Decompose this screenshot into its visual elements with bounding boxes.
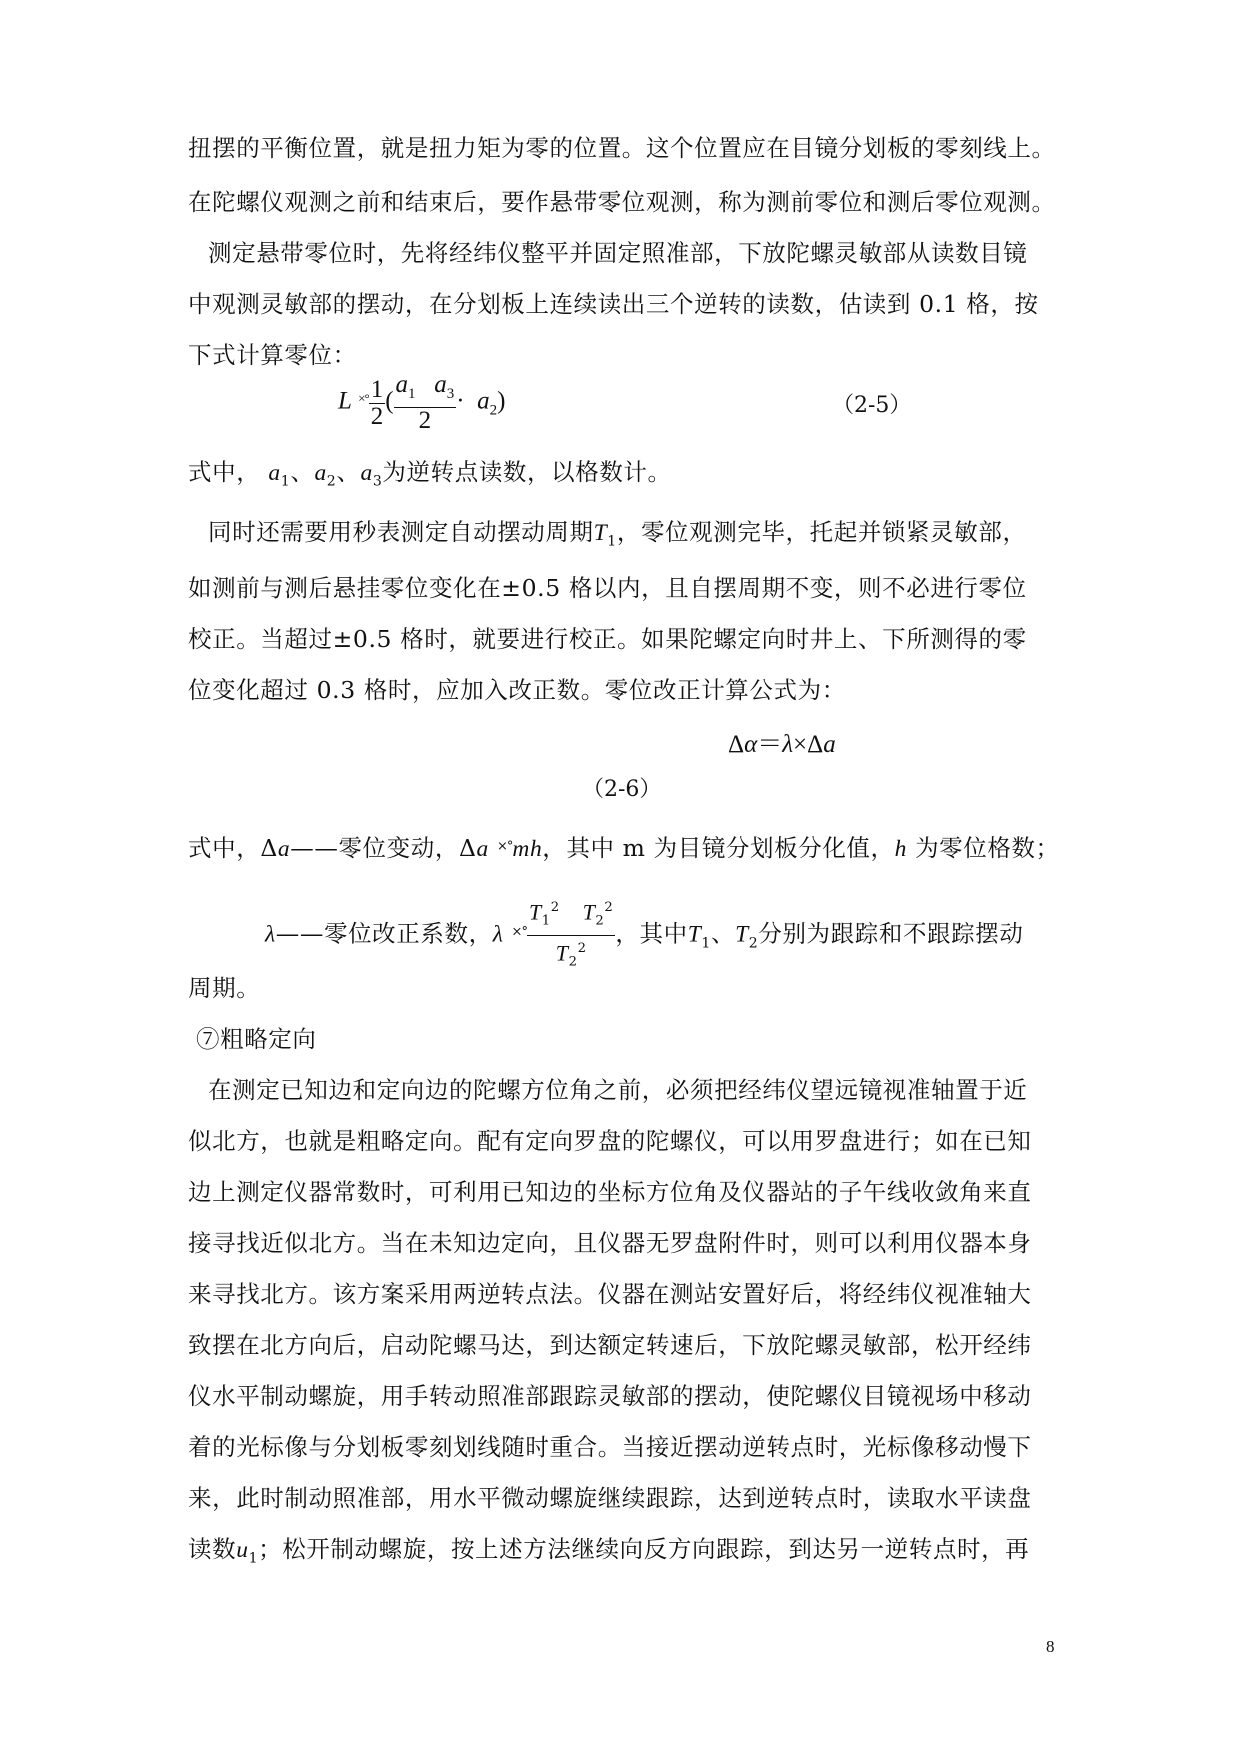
text-line: 来，此时制动照准部，用水平微动螺旋继续跟踪，达到逆转点时，读取水平读盘: [188, 1484, 1032, 1512]
section-heading: ⑦粗略定向: [196, 1025, 317, 1053]
text-line: 着的光标像与分划板零刻划线随时重合。当接近摆动逆转点时，光标像移动慢下: [188, 1433, 1032, 1461]
equation-zero-correction: Δα＝λ×Δa: [728, 731, 836, 758]
text-line: 中观测灵敏部的摆动，在分划板上连续读出三个逆转的读数，估读到 0.1 格，按: [188, 290, 1039, 318]
text-line: 边上测定仪器常数时，可利用已知边的坐标方位角及仪器站的子午线收敛角来直: [188, 1178, 1032, 1206]
text-line: λ——零位改正系数，λ ×° $\frac{T_1^2 T_2^2}{T_2^2}$ ，其中$T_1$、$T_2$分别为跟踪和不跟踪摆动: [265, 895, 1065, 975]
text-line: 来寻找北方。该方案采用两逆转点法。仪器在测站安置好后，将经纬仪视准轴大: [188, 1280, 1032, 1308]
equation-number: （2-5）: [832, 393, 912, 418]
text-line: 扭摆的平衡位置，就是扭力矩为零的位置。这个位置应在目镜分划板的零刻线上。: [188, 134, 1056, 162]
text-line: 下式计算零位：: [188, 341, 357, 369]
text-line: 式中， $a_1$、$a_2$、$a_3$为逆转点读数，以格数计。: [188, 458, 672, 490]
text-line: 似北方，也就是粗略定向。配有定向罗盘的陀螺仪，可以用罗盘进行；如在已知: [188, 1127, 1032, 1155]
text-line: 同时还需要用秒表测定自动摆动周期$T_1$，零位观测完毕，托起并锁紧灵敏部，: [208, 518, 1027, 550]
equation-zero-position: L ×° $\frac{1}{2}$ ( $\frac{a_1 a_3}{2}$ · $a_2$): [338, 371, 506, 434]
text-line: 测定悬带零位时，先将经纬仪整平并固定照准部，下放陀螺灵敏部从读数目镜: [208, 239, 1028, 267]
text-line: 仪水平制动螺旋，用手转动照准部跟踪灵敏部的摆动，使陀螺仪目镜视场中移动: [188, 1382, 1032, 1410]
text-line: 校正。当超过±0.5 格时，就要进行校正。如果陀螺定向时井上、下所测得的零: [188, 625, 1027, 653]
text-line: 读数$u_1$；松开制动螺旋，按上述方法继续向反方向跟踪，到达另一逆转点时，再: [188, 1535, 1030, 1567]
text-line: 致摆在北方向后，启动陀螺马达，到达额定转速后，下放陀螺灵敏部，松开经纬: [188, 1331, 1032, 1359]
text-line: 式中，Δa——零位变动，Δa ×°mh，其中 m 为目镜分划板分化值，h 为零位格数；: [188, 834, 1060, 862]
equation-number: （2-6）: [582, 777, 662, 802]
text-line: 在陀螺仪观测之前和结束后，要作悬带零位观测，称为测前零位和测后零位观测。: [188, 188, 1056, 216]
text-line: 在测定已知边和定向边的陀螺方位角之前，必须把经纬仪望远镜视准轴置于近: [208, 1076, 1028, 1104]
text-line: 接寻找近似北方。当在未知边定向，且仪器无罗盘附件时，则可以利用仪器本身: [188, 1229, 1032, 1257]
page-number: 8: [1046, 1637, 1055, 1656]
text-line: 位变化超过 0.3 格时，应加入改正数。零位改正计算公式为：: [188, 676, 846, 704]
text-line: 周期。: [188, 974, 261, 1002]
text-line: 如测前与测后悬挂零位变化在±0.5 格以内，且自摆周期不变，则不必进行零位: [188, 574, 1027, 602]
